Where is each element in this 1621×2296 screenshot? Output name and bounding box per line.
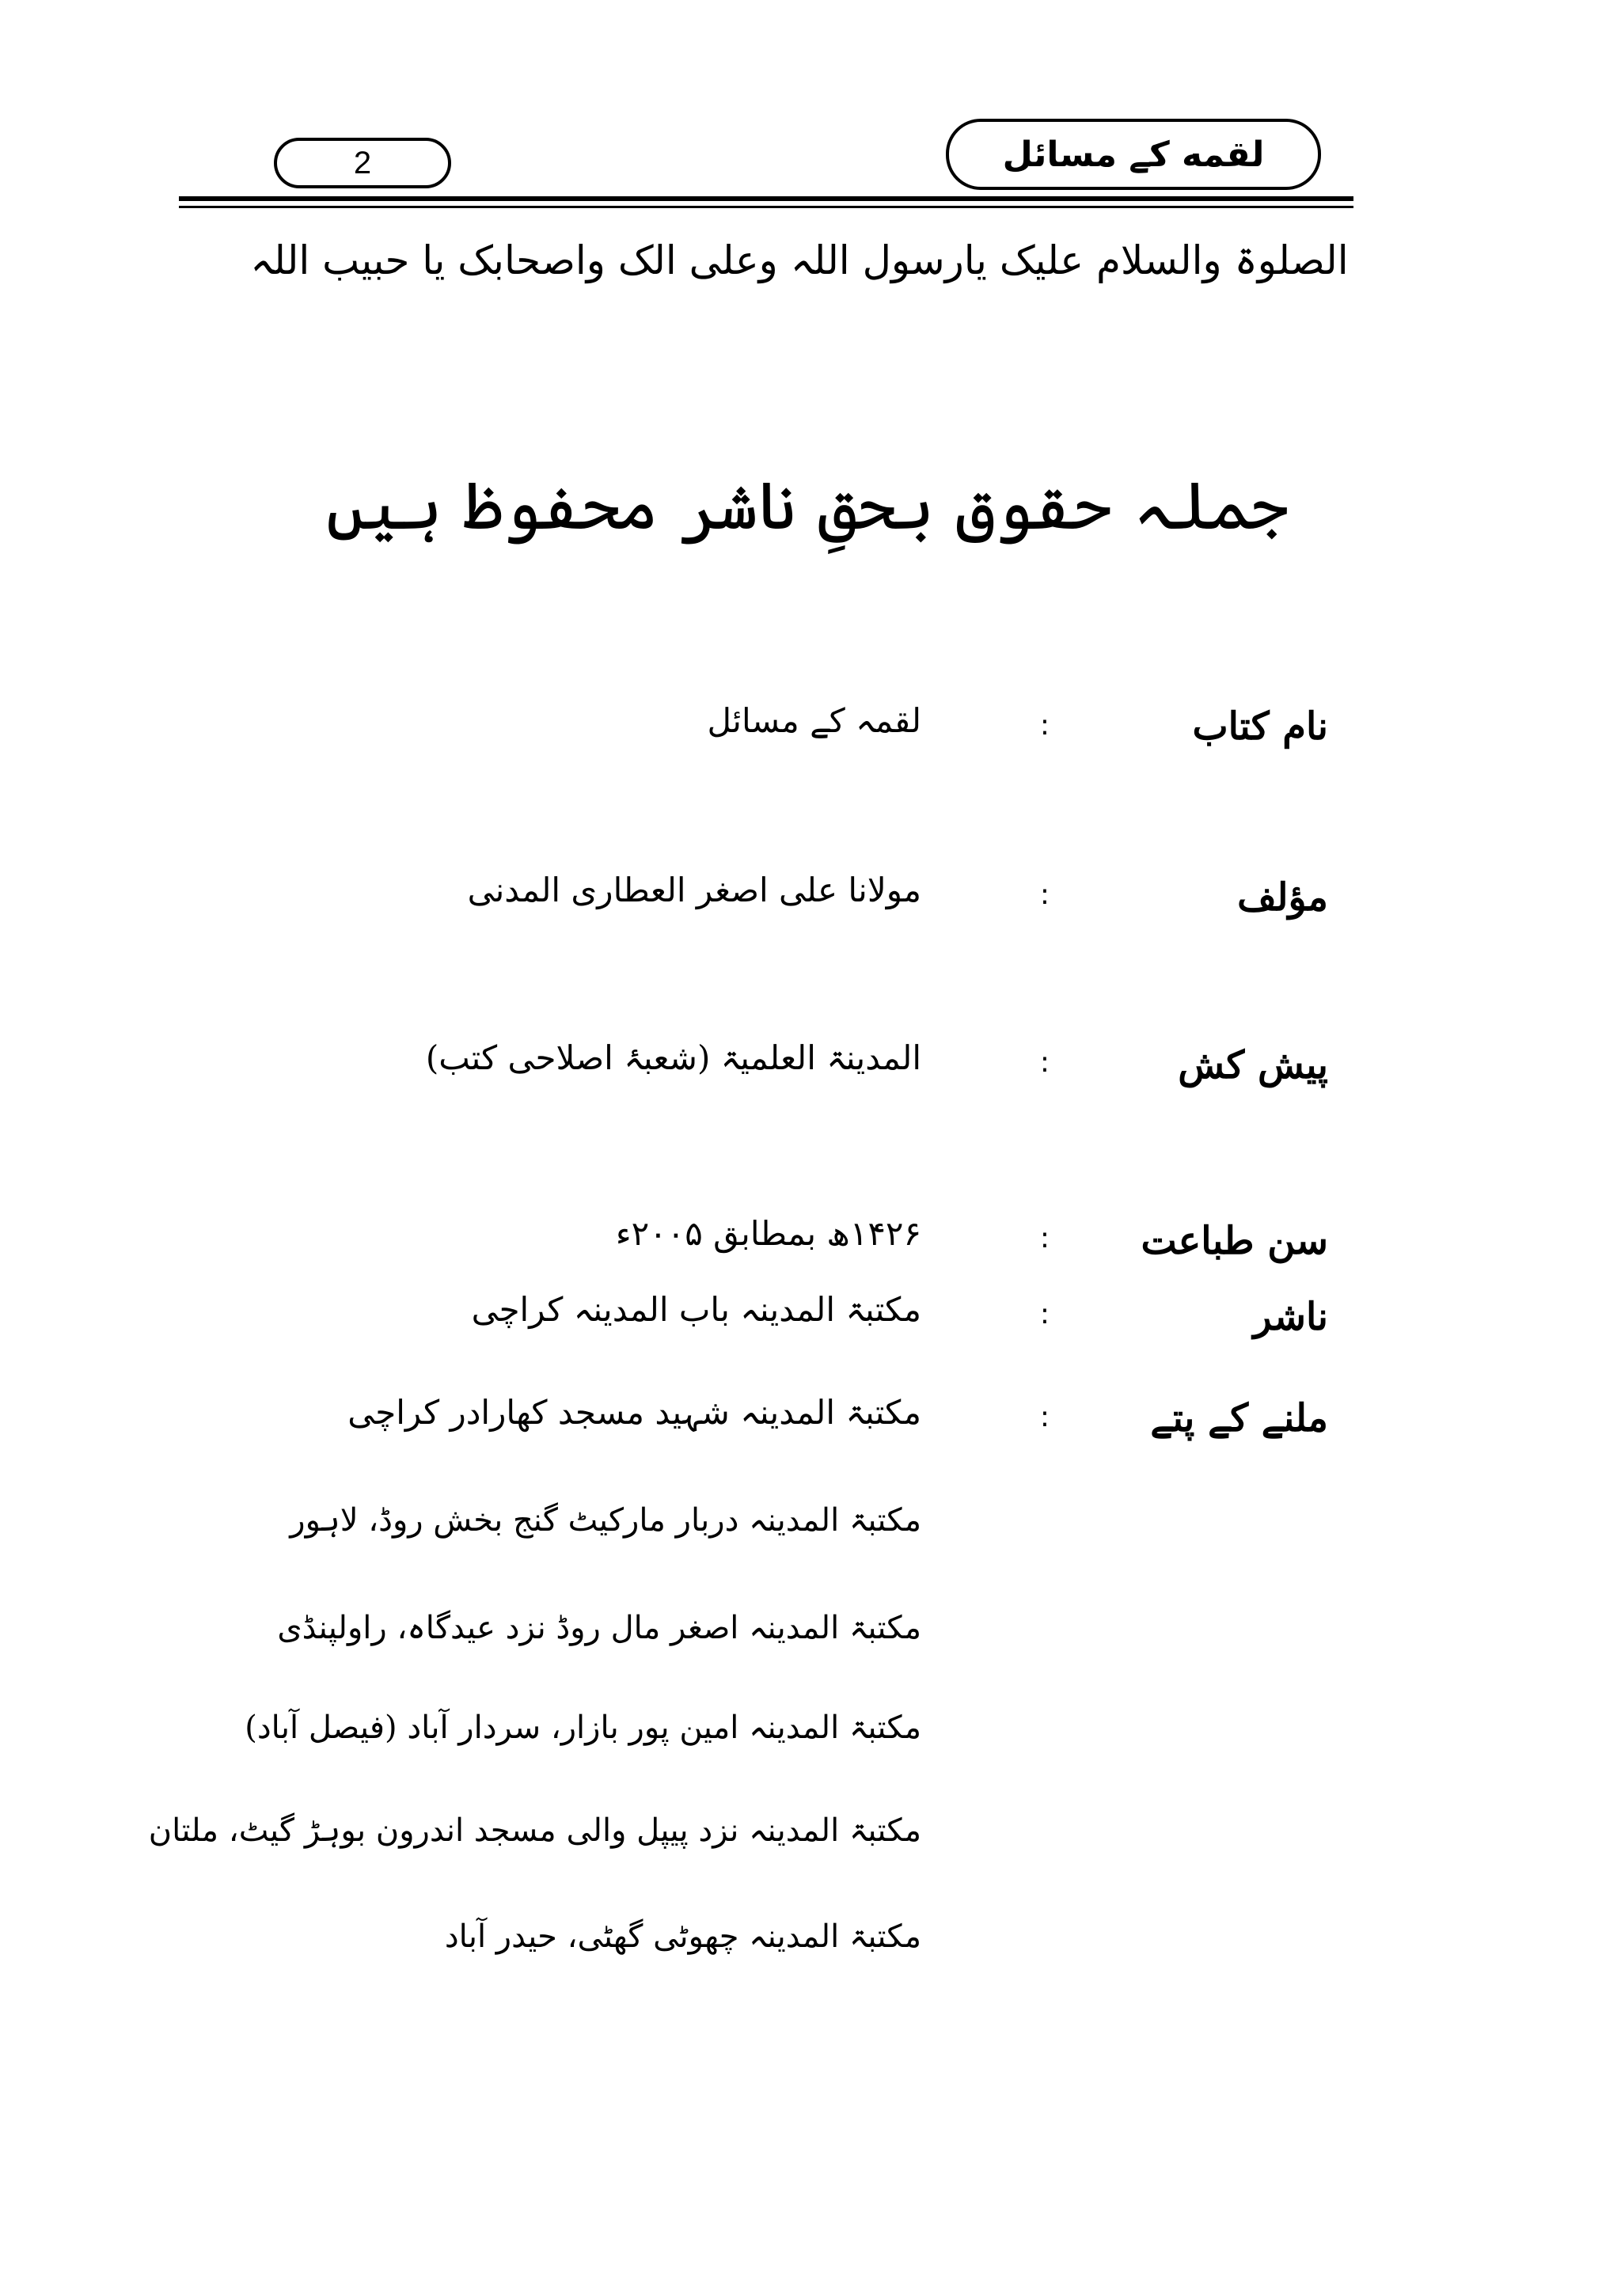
detail-label-book-name: نام کتاب — [1192, 704, 1328, 749]
detail-label-author: مؤلف — [1237, 875, 1328, 920]
detail-label-presented-by: پیش کش — [1178, 1043, 1328, 1087]
address-rawalpindi: مکتبۃ المدینہ اصغر مال روڈ نزد عیدگاہ، راولپنڈی — [277, 1610, 921, 1646]
detail-value-book-name: لقمہ کے مسائل — [707, 701, 921, 740]
detail-colon: : — [1039, 1298, 1050, 1330]
detail-label-print-year: سن طباعت — [1141, 1219, 1328, 1263]
header-rule-thin — [179, 206, 1353, 208]
header-rule-thick — [179, 196, 1353, 201]
address-hyderabad: مکتبۃ المدینہ چھوٹی گھٹی، حیدر آباد — [444, 1918, 921, 1955]
detail-colon: : — [1039, 879, 1050, 911]
address-faisalabad: مکتبۃ المدینہ امین پور بازار، سردار آباد (فیصل آباد) — [245, 1710, 921, 1746]
address-multan: مکتبۃ المدینہ نزد پیپل والی مسجد اندرون بوہڑ گیٹ، ملتان — [148, 1812, 921, 1849]
page-number: 2 — [353, 145, 372, 180]
address-lahore: مکتبۃ المدینہ دربار مارکیٹ گنج بخش روڈ، لاہور — [290, 1502, 921, 1539]
detail-colon: : — [1039, 1046, 1050, 1079]
detail-value-publisher: مکتبۃ المدینہ باب المدینہ کراچی — [471, 1290, 921, 1329]
copyright-heading: جملہ حقوق بحقِ ناشر محفوظ ہیں — [325, 467, 1289, 545]
detail-value-author: مولانا علی اصغر العطاری المدنی — [467, 871, 921, 909]
detail-colon: : — [1039, 1401, 1050, 1433]
detail-value-address-karachi: مکتبۃ المدینہ شہید مسجد کھارادر کراچی — [347, 1393, 921, 1432]
header-title-box — [946, 119, 1321, 190]
page-number-box — [274, 138, 451, 188]
detail-value-print-year: ۱۴۲۶ھ بمطابق ۲۰۰۵ء — [615, 1214, 921, 1253]
detail-label-publisher: ناشر — [1253, 1295, 1328, 1339]
detail-colon: : — [1039, 1222, 1050, 1254]
detail-value-presented-by: المدینۃ العلمیۃ (شعبۂ اصلاحی کتب) — [425, 1038, 921, 1077]
salutation-line: الصلوۃ والسلام علیک یارسول اللہ وعلی الک واصحابک یا حبیب اللہ — [250, 237, 1349, 283]
detail-colon: : — [1039, 709, 1050, 742]
detail-label-addresses: ملنے کے پتے — [1150, 1396, 1328, 1440]
header-title: لقمه کے مسائل — [1002, 134, 1265, 175]
